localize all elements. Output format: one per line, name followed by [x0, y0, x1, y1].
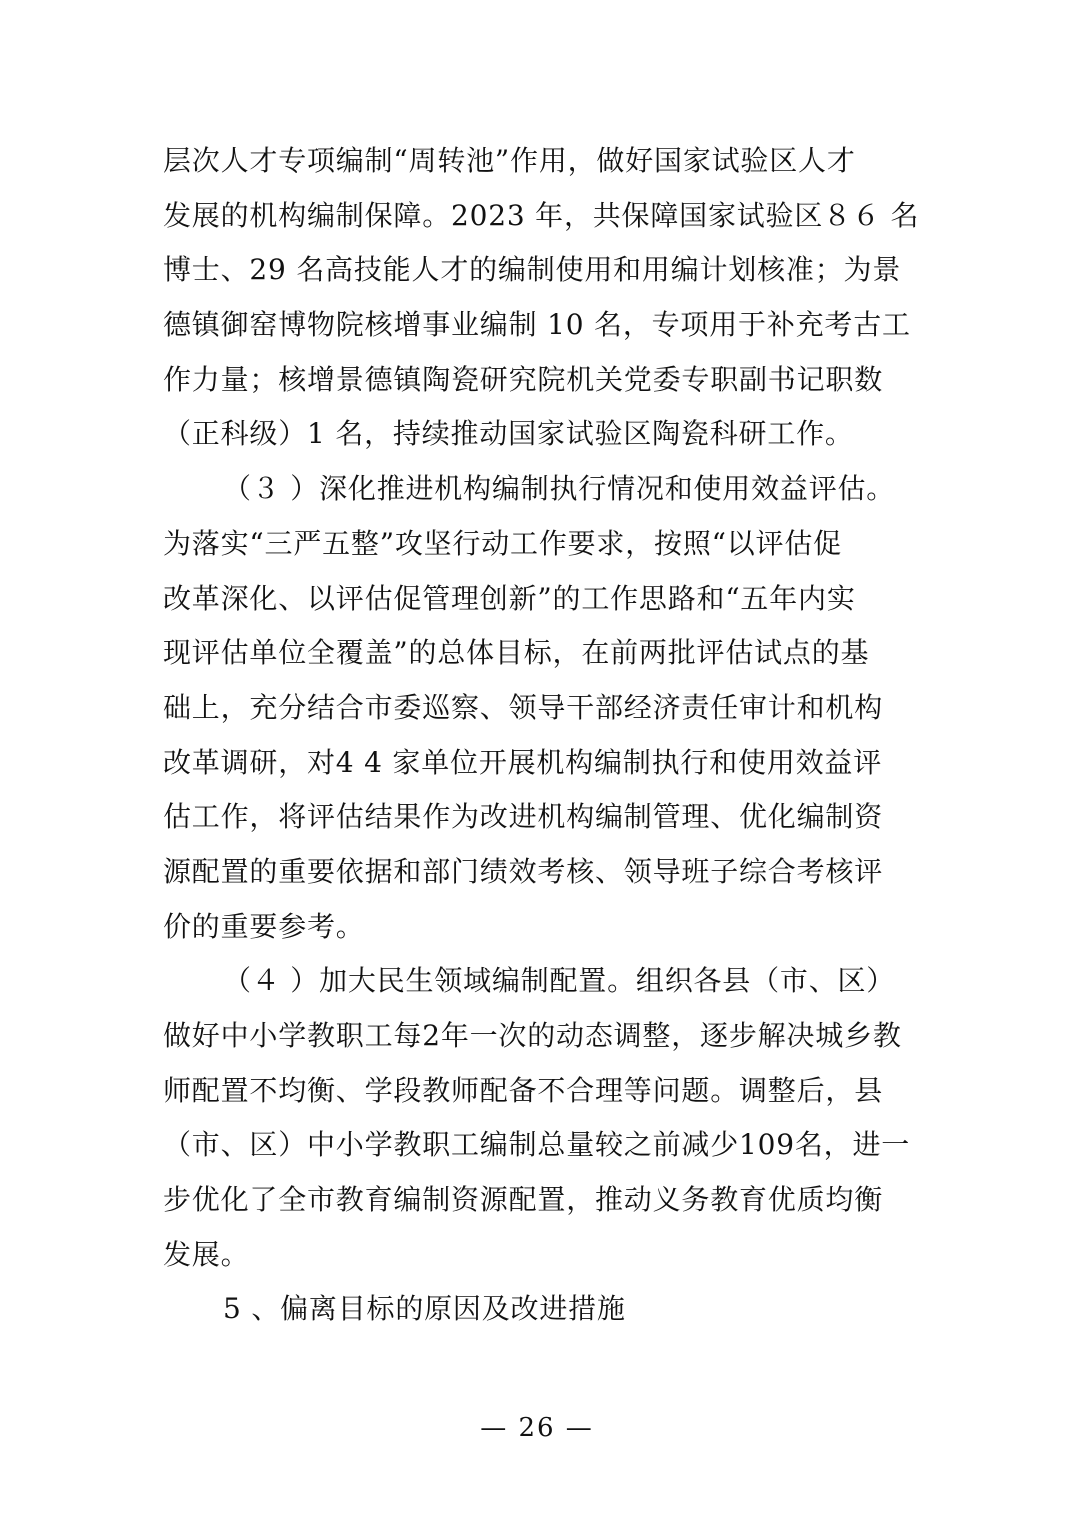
text-line: 础上，充分结合市委巡察、领导干部经济责任审计和机构	[163, 690, 884, 724]
text-line: 改革调研，对4 4 家单位开展机构编制执行和使用效益评	[163, 745, 883, 779]
text-line: 估工作，将评估结果作为改进机构编制管理、优化编制资	[163, 800, 884, 834]
section-heading: 5 、偏离目标的原因及改进措施	[223, 1292, 626, 1326]
text-line: （市、区）中小学教职工编制总量较之前减少109名，进一	[163, 1128, 911, 1162]
text-line: 现评估单位全覆盖”的总体目标，在前两批评估试点的基	[163, 636, 870, 670]
text-line: 博士、29 名高技能人才的编制使用和用编计划核准；为景	[163, 253, 902, 287]
text-line: 发展的机构编制保障。2023 年，共保障国家试验区８６ 名	[163, 198, 920, 232]
text-line: 师配置不均衡、学段教师配备不合理等问题。调整后，县	[163, 1073, 884, 1107]
text-line: （正科级）1 名，持续推动国家试验区陶瓷科研工作。	[163, 417, 854, 451]
text-line: 改革深化、以评估促管理创新”的工作思路和“五年内实	[163, 581, 856, 615]
text-line: 作力量；核增景德镇陶瓷研究院机关党委专职副书记职数	[163, 362, 884, 396]
text-line: 为落实“三严五整”攻坚行动工作要求，按照“以评估促	[163, 526, 842, 560]
section-heading: （４ ）加大民生领域编制配置。组织各县（市、区）	[223, 964, 896, 998]
page-number: — 26 —	[480, 1413, 594, 1443]
text-line: 德镇御窑博物院核增事业编制 10 名，专项用于补充考古工	[163, 308, 911, 342]
section-heading: （３ ）深化推进机构编制执行情况和使用效益评估。	[223, 472, 896, 506]
text-line: 层次人才专项编制“周转池”作用，做好国家试验区人才	[163, 144, 856, 177]
body-text	[163, 134, 923, 1337]
text-line: 做好中小学教职工每2年一次的动态调整，逐步解决城乡教	[163, 1019, 902, 1052]
text-line: 发展。	[163, 1237, 250, 1271]
text-line: 价的重要参考。	[163, 909, 365, 943]
text-line: 步优化了全市教育编制资源配置，推动义务教育优质均衡	[163, 1183, 884, 1217]
text-line: 源配置的重要依据和部门绩效考核、领导班子综合考核评	[163, 854, 884, 888]
